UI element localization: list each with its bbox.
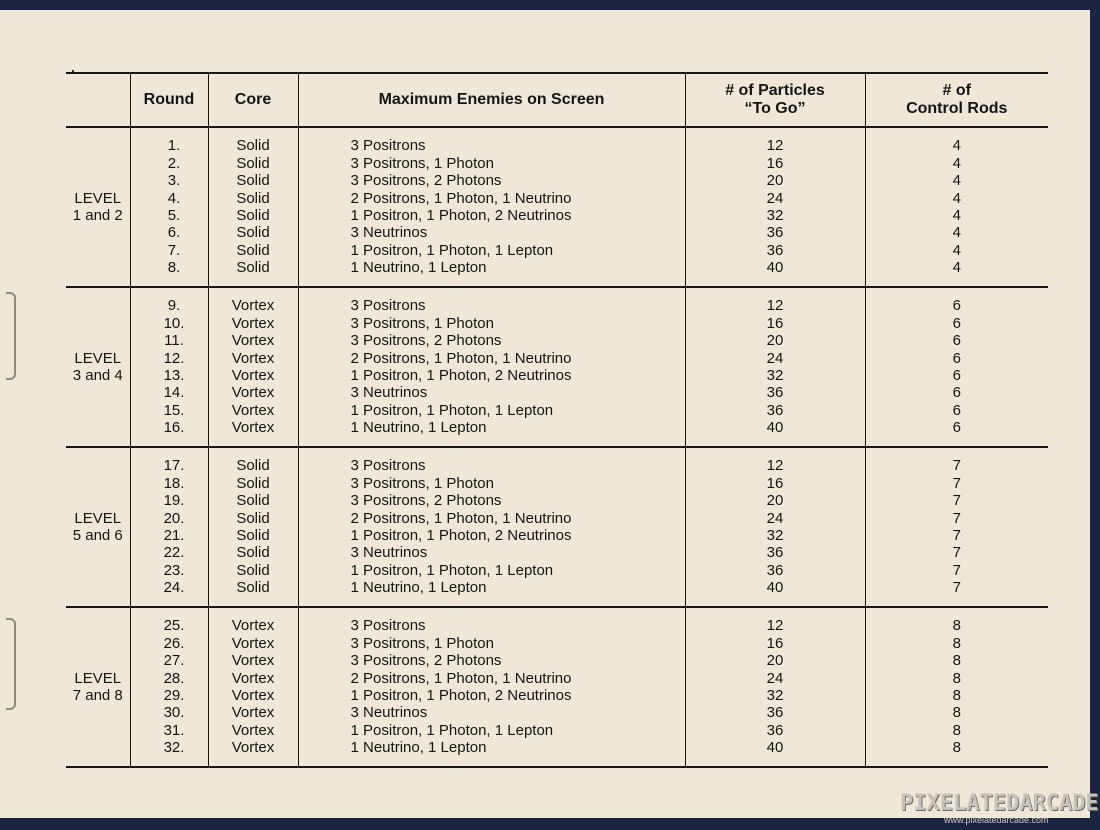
core-type: Solid: [236, 154, 270, 172]
round-number: 7.: [167, 241, 181, 259]
control-rods-column: [865, 127, 1048, 287]
max-enemies: 3 Positrons, 2 Photons: [350, 172, 502, 190]
particles-to-go: 24: [766, 189, 784, 207]
core-type: Solid: [236, 509, 270, 527]
max-enemies: 1 Positron, 1 Photon, 1 Lepton: [350, 561, 554, 579]
max-enemies-column: [298, 447, 685, 607]
particles-to-go: 12: [766, 457, 784, 475]
level-label-line2: 5 and 6: [72, 527, 123, 544]
core-type: Solid: [236, 492, 270, 510]
max-enemies: 1 Positron, 1 Photon, 2 Neutrinos: [350, 527, 572, 544]
round-number: 21.: [163, 527, 185, 544]
control-rods: 6: [952, 314, 961, 332]
round-number-column: [130, 127, 208, 287]
core-type: Vortex: [231, 349, 275, 367]
max-enemies: 3 Positrons, 1 Photon: [350, 154, 494, 172]
watermark-url: www.pixelatedarcade.com: [944, 815, 1049, 825]
round-number: 5.: [167, 207, 181, 224]
core-type: Vortex: [231, 704, 275, 722]
level-label: [66, 127, 130, 287]
round-number-column: [130, 287, 208, 447]
max-enemies: 1 Positron, 1 Photon, 2 Neutrinos: [350, 367, 572, 384]
level-label-line1: LEVEL: [74, 509, 122, 527]
round-number: 13.: [163, 367, 185, 384]
control-rods: 7: [952, 492, 961, 510]
core-type: Vortex: [231, 687, 275, 704]
core-type: Solid: [236, 137, 270, 155]
round-number-column: [130, 607, 208, 767]
round-number: 17.: [163, 457, 185, 475]
level-header: [66, 73, 130, 127]
control-rods: 8: [952, 669, 961, 687]
core-type: Solid: [236, 224, 270, 242]
round-number: 12.: [163, 349, 185, 367]
control-rods: 4: [952, 241, 961, 259]
level-label-line2: 1 and 2: [72, 207, 123, 224]
core-type: Vortex: [231, 617, 275, 635]
level-label: [66, 607, 130, 767]
round-number: 26.: [163, 634, 185, 652]
particles-to-go: 32: [766, 207, 784, 224]
particles-header: [685, 73, 865, 127]
round-number: 4.: [167, 189, 181, 207]
level-group: [66, 127, 1048, 287]
max-enemies: 1 Neutrino, 1 Lepton: [350, 419, 487, 437]
max-enemies: 3 Positrons, 2 Photons: [350, 332, 502, 350]
particles-to-go: 12: [766, 297, 784, 315]
max-enemies: 3 Positrons: [350, 297, 426, 315]
particles-to-go: 20: [766, 332, 784, 350]
particles-to-go-column: [685, 287, 865, 447]
max-enemies-column: [298, 607, 685, 767]
max-enemies: 1 Positron, 1 Photon, 1 Lepton: [350, 721, 554, 739]
core-type-column: [208, 607, 298, 767]
max-enemies: 3 Positrons, 1 Photon: [350, 634, 494, 652]
max-enemies: 1 Positron, 1 Photon, 2 Neutrinos: [350, 207, 572, 224]
core-type: Vortex: [231, 419, 275, 437]
core-type: Vortex: [231, 739, 275, 757]
particles-to-go: 20: [766, 172, 784, 190]
round-number: 1.: [167, 137, 181, 155]
max-enemies: 1 Neutrino, 1 Lepton: [350, 259, 487, 277]
core-type: Vortex: [231, 367, 275, 384]
round-number: 19.: [163, 492, 185, 510]
control-rods: 6: [952, 297, 961, 315]
core-type: Vortex: [231, 332, 275, 350]
max-enemies: 2 Positrons, 1 Photon, 1 Neutrino: [350, 189, 572, 207]
round-number: 29.: [163, 687, 185, 704]
max-enemies-column: [298, 127, 685, 287]
rods-header: [865, 73, 1048, 127]
max-enemies: 3 Positrons, 1 Photon: [350, 474, 494, 492]
round-number: 30.: [163, 704, 185, 722]
particles-to-go: 40: [766, 739, 784, 757]
round-header: Round: [130, 73, 208, 127]
level-label: [66, 447, 130, 607]
core-type-column: [208, 287, 298, 447]
control-rods: 8: [952, 721, 961, 739]
max-enemies: 3 Positrons, 1 Photon: [350, 314, 494, 332]
round-number: 9.: [167, 297, 181, 315]
round-number: 20.: [163, 509, 185, 527]
particles-to-go: 36: [766, 721, 784, 739]
core-type: Solid: [236, 259, 270, 277]
control-rods: 6: [952, 384, 961, 402]
level-label-line1: LEVEL: [74, 189, 122, 207]
particles-to-go: 16: [766, 474, 784, 492]
particles-to-go: 36: [766, 241, 784, 259]
control-rods: 4: [952, 189, 961, 207]
control-rods: 6: [952, 332, 961, 350]
control-rods-column: [865, 287, 1048, 447]
watermark-brand: PIXELATEDARCADE: [900, 791, 1099, 816]
max-enemies: 1 Positron, 1 Photon, 1 Lepton: [350, 401, 554, 419]
particles-to-go: 40: [766, 259, 784, 277]
round-number-column: [130, 447, 208, 607]
control-rods: 6: [952, 401, 961, 419]
particles-to-go: 20: [766, 492, 784, 510]
round-number: 31.: [163, 721, 185, 739]
max-enemies: 3 Positrons, 2 Photons: [350, 652, 502, 670]
control-rods: 7: [952, 474, 961, 492]
particles-to-go: 24: [766, 509, 784, 527]
particles-to-go-column: [685, 127, 865, 287]
particles-to-go: 32: [766, 527, 784, 544]
control-rods: 8: [952, 634, 961, 652]
max-enemies: 3 Neutrinos: [350, 704, 428, 722]
round-number: 24.: [163, 579, 185, 597]
core-type: Vortex: [231, 669, 275, 687]
control-rods: 7: [952, 509, 961, 527]
round-number: 6.: [167, 224, 181, 242]
particles-to-go: 36: [766, 544, 784, 562]
round-number: 16.: [163, 419, 185, 437]
control-rods: 8: [952, 652, 961, 670]
control-rods: 6: [952, 419, 961, 437]
max-enemies: 3 Neutrinos: [350, 224, 428, 242]
round-number: 28.: [163, 669, 185, 687]
control-rods: 7: [952, 561, 961, 579]
particles-to-go-column: [685, 447, 865, 607]
control-rods: 8: [952, 739, 961, 757]
control-rods: 7: [952, 457, 961, 475]
max-enemies: 1 Positron, 1 Photon, 1 Lepton: [350, 241, 554, 259]
round-number: 22.: [163, 544, 185, 562]
core-type: Vortex: [231, 297, 275, 315]
core-type: Solid: [236, 457, 270, 475]
particles-to-go: 36: [766, 561, 784, 579]
core-type: Solid: [236, 544, 270, 562]
particles-to-go: 20: [766, 652, 784, 670]
level-label-line1: LEVEL: [74, 349, 122, 367]
particles-to-go: 12: [766, 617, 784, 635]
control-rods: 7: [952, 527, 961, 544]
particles-header-line1: # of Particles: [725, 82, 825, 99]
particles-to-go: 36: [766, 704, 784, 722]
control-rods: 8: [952, 617, 961, 635]
particles-to-go: 24: [766, 349, 784, 367]
max-enemies: 2 Positrons, 1 Photon, 1 Neutrino: [350, 669, 572, 687]
control-rods: 6: [952, 367, 961, 384]
particles-to-go: 40: [766, 579, 784, 597]
round-number: 11.: [164, 332, 184, 350]
core-type: Solid: [236, 561, 270, 579]
round-number: 2.: [167, 154, 181, 172]
particles-header-line2: “To Go”: [744, 100, 806, 117]
control-rods: 4: [952, 207, 961, 224]
control-rods-column: [865, 607, 1048, 767]
core-type: Vortex: [231, 401, 275, 419]
round-number: 27.: [163, 652, 185, 670]
control-rods: 4: [952, 259, 961, 277]
particles-to-go: 40: [766, 419, 784, 437]
table-row: [66, 607, 1048, 767]
core-type: Solid: [236, 241, 270, 259]
particles-to-go-column: [685, 607, 865, 767]
particles-to-go: 16: [766, 634, 784, 652]
rods-header-line2: Control Rods: [906, 100, 1008, 117]
rounds-table: [66, 72, 1048, 768]
particles-to-go: 36: [766, 401, 784, 419]
max-enemies: 3 Positrons: [350, 617, 426, 635]
max-enemies: 2 Positrons, 1 Photon, 1 Neutrino: [350, 509, 572, 527]
max-enemies: 3 Positrons: [350, 137, 426, 155]
table-row: [66, 447, 1048, 607]
level-group: [66, 287, 1048, 447]
level-label-line2: 3 and 4: [72, 367, 123, 384]
table-header-row: [66, 73, 1048, 127]
core-type: Vortex: [231, 384, 275, 402]
control-rods: 8: [952, 687, 961, 704]
level-group: [66, 607, 1048, 767]
control-rods: 6: [952, 349, 961, 367]
control-rods: 4: [952, 224, 961, 242]
core-type: Solid: [236, 527, 270, 544]
round-number: 3.: [167, 172, 181, 190]
control-rods: 8: [952, 704, 961, 722]
core-type: Vortex: [231, 652, 275, 670]
core-type: Solid: [236, 172, 270, 190]
table-row: [66, 287, 1048, 447]
round-number: 23.: [163, 561, 185, 579]
level-label-line2: 7 and 8: [72, 687, 123, 704]
round-number: 32.: [163, 739, 185, 757]
round-number: 8.: [167, 259, 181, 277]
control-rods: 4: [952, 137, 961, 155]
max-enemies: 3 Positrons, 2 Photons: [350, 492, 502, 510]
core-type-column: [208, 127, 298, 287]
max-enemies: 1 Positron, 1 Photon, 2 Neutrinos: [350, 687, 572, 704]
max-enemies: 3 Neutrinos: [350, 384, 428, 402]
core-type: Solid: [236, 189, 270, 207]
particles-to-go: 36: [766, 384, 784, 402]
core-type: Vortex: [231, 634, 275, 652]
particles-to-go: 24: [766, 669, 784, 687]
enemies-header: Maximum Enemies on Screen: [298, 73, 685, 127]
round-number: 14.: [163, 384, 185, 402]
core-type: Solid: [236, 474, 270, 492]
core-header: Core: [208, 73, 298, 127]
max-enemies-column: [298, 287, 685, 447]
staple: [6, 618, 16, 710]
control-rods-column: [865, 447, 1048, 607]
control-rods: 7: [952, 544, 961, 562]
max-enemies: 2 Positrons, 1 Photon, 1 Neutrino: [350, 349, 572, 367]
core-type: Vortex: [231, 314, 275, 332]
max-enemies: 1 Neutrino, 1 Lepton: [350, 739, 487, 757]
particles-to-go: 12: [766, 137, 784, 155]
level-label: [66, 287, 130, 447]
binding-edge: [0, 0, 1100, 10]
control-rods: 4: [952, 172, 961, 190]
max-enemies: 3 Positrons: [350, 457, 426, 475]
core-type-column: [208, 447, 298, 607]
core-type: Solid: [236, 579, 270, 597]
level-label-line1: LEVEL: [74, 669, 122, 687]
control-rods: 7: [952, 579, 961, 597]
particles-to-go: 16: [766, 314, 784, 332]
staple: [6, 292, 16, 380]
control-rods: 4: [952, 154, 961, 172]
particles-to-go: 36: [766, 224, 784, 242]
round-number: 25.: [163, 617, 185, 635]
max-enemies: 3 Neutrinos: [350, 544, 428, 562]
particles-to-go: 32: [766, 687, 784, 704]
round-number: 18.: [163, 474, 185, 492]
particles-to-go: 32: [766, 367, 784, 384]
round-number: 15.: [163, 401, 185, 419]
rods-header-line1: # of: [942, 82, 971, 99]
core-type: Solid: [236, 207, 270, 224]
core-type: Vortex: [231, 721, 275, 739]
table-row: [66, 127, 1048, 287]
particles-to-go: 16: [766, 154, 784, 172]
level-group: [66, 447, 1048, 607]
round-number: 10.: [163, 314, 185, 332]
max-enemies: 1 Neutrino, 1 Lepton: [350, 579, 487, 597]
